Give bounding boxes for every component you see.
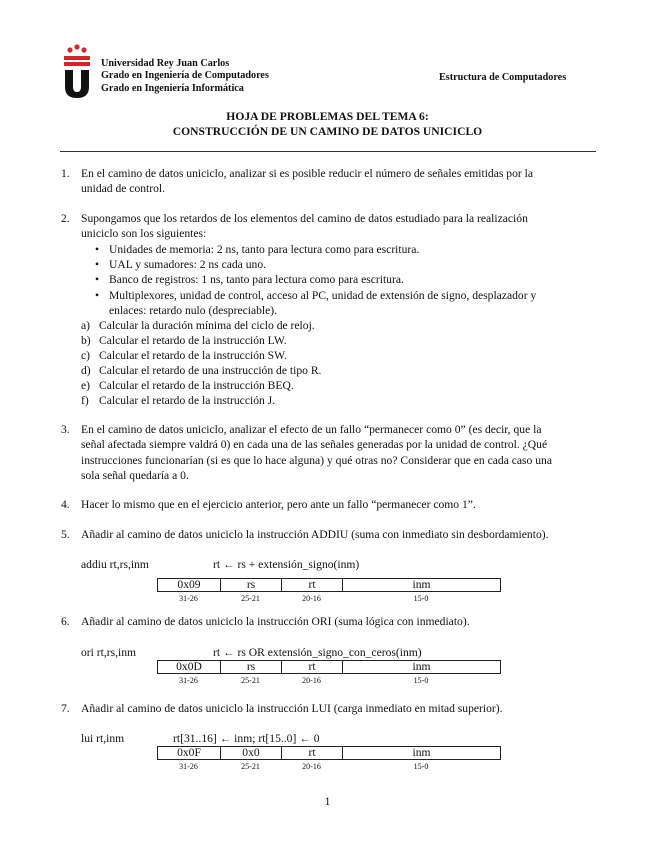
bit-range: 15-0 bbox=[413, 594, 429, 603]
instruction-format-table bbox=[157, 746, 501, 760]
instruction-format-table bbox=[157, 578, 501, 592]
sub-question: b) Calcular el retardo de la instrucción LW. bbox=[81, 334, 287, 347]
problem-5-number: 5. bbox=[61, 528, 70, 541]
bit-range: 15-0 bbox=[413, 762, 429, 771]
bit-range: 15-0 bbox=[413, 676, 429, 685]
page-title: HOJA DE PROBLEMAS DEL TEMA 6: CONSTRUCCIÓN DE UN CAMINO DE DATOS UNICICLO bbox=[172, 110, 483, 138]
opcode-field: 0x0F bbox=[158, 747, 221, 760]
university-name: Universidad Rey Juan Carlos bbox=[101, 58, 230, 69]
problem-1-number: 1. bbox=[61, 167, 70, 180]
imm-field: inm bbox=[343, 661, 501, 674]
problem-7-number: 7. bbox=[61, 702, 70, 715]
bit-range: 31-26 bbox=[179, 762, 198, 771]
problem-4-text: Hacer lo mismo que en el ejercicio anterior, pero ante un fallo “permanecer como 1”. bbox=[81, 498, 476, 511]
bit-range: 20-16 bbox=[302, 676, 321, 685]
problem-2-number: 2. bbox=[61, 212, 70, 225]
problem-5-text: Añadir al camino de datos uniciclo la instrucción ADDIU (suma con inmediato sin desbordamiento). bbox=[81, 528, 549, 541]
opcode-field: 0x09 bbox=[158, 579, 221, 592]
bit-range: 20-16 bbox=[302, 762, 321, 771]
instruction-syntax: ori rt,rs,inm bbox=[81, 646, 137, 659]
problem-3-text: En el camino de datos uniciclo, analizar el efecto de un fallo “permanecer como 0” (es decir, que la señal afectada siempre valdrá 0) en cada una de las señales generadas por la unidad de control. ¿Qué instrucciones funcionarían (si es que lo hace alguna) y qué otras no? Considerar que en cada caso una sola señal quedaría a 0. bbox=[81, 423, 552, 482]
sub-question: f) Calcular el retardo de la instrucción J. bbox=[81, 394, 276, 407]
title-divider bbox=[60, 151, 596, 152]
rs-field: rs bbox=[221, 661, 282, 674]
imm-field: inm bbox=[343, 579, 501, 592]
course-name: Estructura de Computadores bbox=[439, 72, 567, 83]
problem-4-number: 4. bbox=[61, 498, 70, 511]
problem-7-text: Añadir al camino de datos uniciclo la instrucción LUI (carga inmediato en mitad superior). bbox=[81, 702, 503, 715]
bullet-item: • Unidades de memoria: 2 ns, tanto para lectura como para escritura. bbox=[109, 242, 596, 257]
problem-2-text: Supongamos que los retardos de los elementos del camino de datos estudiado para la realización uniciclo son los siguientes: bbox=[81, 212, 528, 241]
bit-range: 31-26 bbox=[179, 676, 198, 685]
sub-question: a) Calcular la duración mínima del ciclo de reloj. bbox=[81, 319, 315, 332]
rs-field: rs bbox=[221, 579, 282, 592]
instruction-semantics: rt ← rs + extensión_signo(inm) bbox=[213, 558, 360, 571]
degree-line-1: Grado en Ingeniería de Computadores bbox=[101, 70, 269, 82]
instruction-syntax: lui rt,inm bbox=[81, 732, 125, 745]
bit-range: 25-21 bbox=[241, 762, 260, 771]
instruction-format-table bbox=[157, 660, 501, 674]
university-logo bbox=[62, 44, 92, 98]
bit-range: 31-26 bbox=[179, 594, 198, 603]
problem-1-text: En el camino de datos uniciclo, analizar si es posible reducir el número de señales emitidas por la unidad de control. bbox=[81, 167, 534, 196]
rt-field: rt bbox=[282, 579, 343, 592]
bit-range: 20-16 bbox=[302, 594, 321, 603]
rs-field: 0x0 bbox=[221, 747, 282, 760]
instruction-semantics: rt[31..16] ← inm; rt[15..0] ← 0 bbox=[173, 732, 320, 745]
bit-range: 25-21 bbox=[241, 676, 260, 685]
bullet-item: • UAL y sumadores: 2 ns cada uno. bbox=[109, 257, 596, 272]
bullet-item: • Banco de registros: 1 ns, tanto para lectura como para escritura. bbox=[109, 272, 596, 287]
institution-header bbox=[101, 58, 269, 95]
imm-field: inm bbox=[343, 747, 501, 760]
bullet-item: • Multiplexores, unidad de control, acceso al PC, unidad de extensión de signo, desplazador y enlaces: retardo nulo (despreciable). bbox=[109, 288, 596, 319]
page-number: 1 bbox=[324, 795, 331, 808]
instruction-semantics: rt ← rs OR extensión_signo_con_ceros(inm) bbox=[213, 646, 422, 659]
opcode-field: 0x0D bbox=[158, 661, 221, 674]
problem-3-number: 3. bbox=[61, 423, 70, 436]
sub-question: d) Calcular el retardo de una instrucción de tipo R. bbox=[81, 364, 322, 377]
degree-line-2: Grado en Ingeniería Informática bbox=[101, 82, 244, 94]
problem-6-number: 6. bbox=[61, 615, 70, 628]
rt-field: rt bbox=[282, 661, 343, 674]
problem-6-text: Añadir al camino de datos uniciclo la instrucción ORI (suma lógica con inmediato). bbox=[81, 615, 470, 628]
bit-range: 25-21 bbox=[241, 594, 260, 603]
rt-field: rt bbox=[282, 747, 343, 760]
sub-question: c) Calcular el retardo de la instrucción SW. bbox=[81, 349, 287, 362]
instruction-syntax: addiu rt,rs,inm bbox=[81, 558, 149, 571]
sub-question: e) Calcular el retardo de la instrucción BEQ. bbox=[81, 379, 294, 392]
